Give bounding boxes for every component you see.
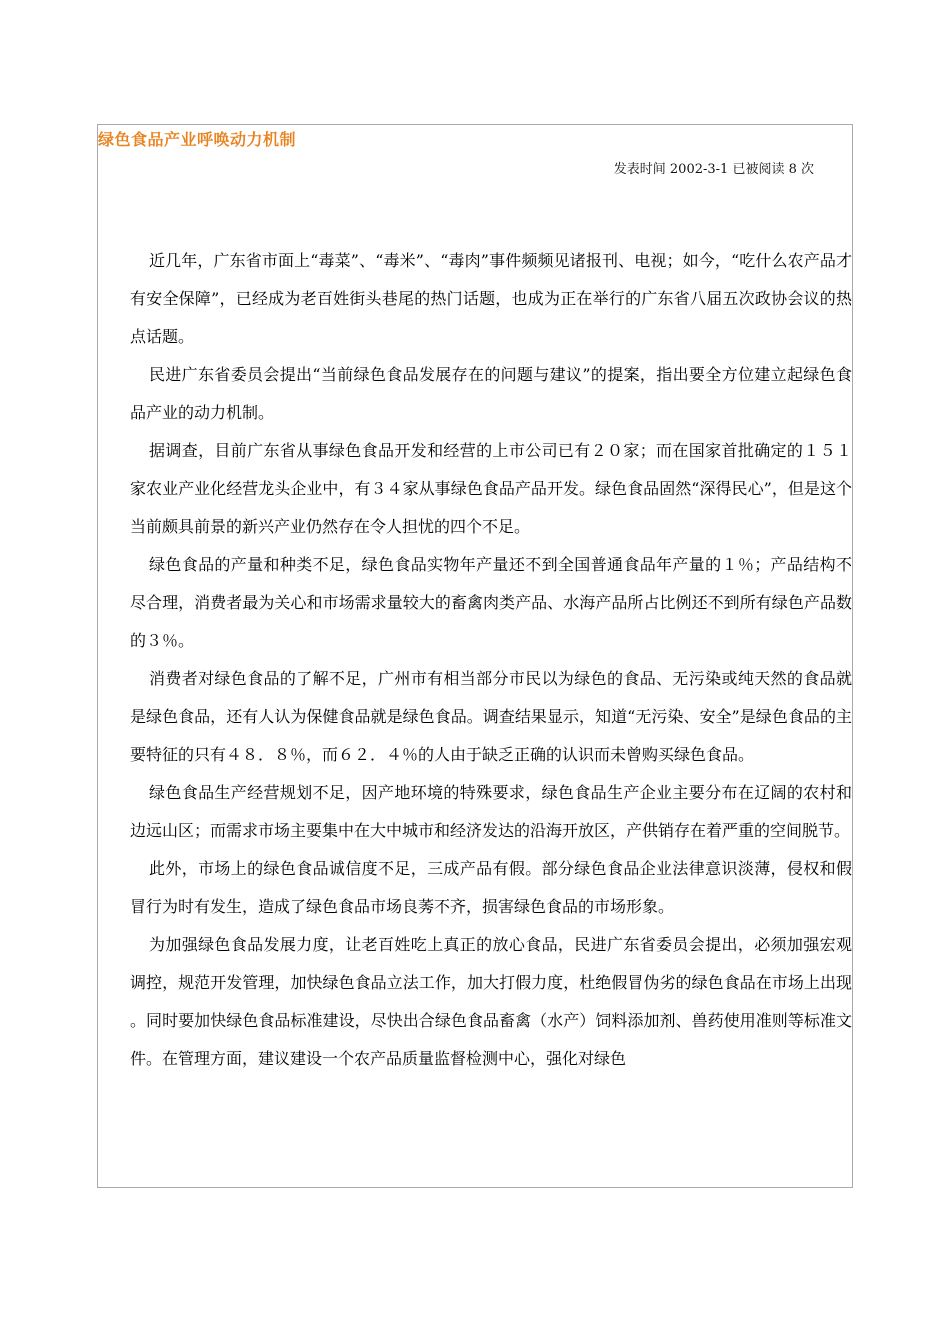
paragraph: 绿色食品的产量和种类不足，绿色食品实物年产量还不到全国普通食品年产量的１％；产品结构不尽合理，消费者最为关心和市场需求量较大的畜禽肉类产品、水海产品所占比例还不到所有绿色产品数的３％。 [130, 555, 852, 650]
paragraph: 据调查，目前广东省从事绿色食品开发和经营的上市公司已有２０家；而在国家首批确定的１５１家农业产业化经营龙头企业中，有３４家从事绿色食品产品开发。绿色食品固然“深得民心”，但是这个当前颇具前景的新兴产业仍然存在令人担忧的四个不足。 [130, 441, 852, 536]
article-title: 绿色食品产业呼唤动力机制 [98, 130, 297, 149]
paragraph: 为加强绿色食品发展力度，让老百姓吃上真正的放心食品，民进广东省委员会提出，必须加强宏观调控，规范开发管理，加快绿色食品立法工作，加大打假力度，杜绝假冒伪劣的绿色食品在市场上出现。同时要加快绿色食品标准建设，尽快出合绿色食品畜禽（水产）饲料添加剂、兽药使用准则等标准文件。在管理方面，建议建设一个农产品质量监督检测中心，强化对绿色 [130, 935, 852, 1068]
article-meta: 发表时间 2002-3-1 已被阅读 8 次 [613, 162, 814, 177]
paragraph: 此外，市场上的绿色食品诚信度不足，三成产品有假。部分绿色食品企业法律意识淡薄，侵权和假冒行为时有发生，造成了绿色食品市场良莠不齐，损害绿色食品的市场形象。 [130, 859, 852, 916]
paragraph: 消费者对绿色食品的了解不足，广州市有相当部分市民以为绿色的食品、无污染或纯天然的食品就是绿色食品，还有人认为保健食品就是绿色食品。调查结果显示，知道“无污染、安全”是绿色食品的主要特征的只有４８．８％，而６２．４％的人由于缺乏正确的认识而未曾购买绿色食品。 [130, 669, 852, 764]
paragraph: 近几年，广东省市面上“毒菜”、“毒米”、“毒肉”事件频频见诸报刊、电视；如今，“吃什么农产品才有安全保障”，已经成为老百姓街头巷尾的热门话题，也成为正在举行的广东省八届五次政协会议的热点话题。 [130, 251, 852, 346]
article-frame [97, 124, 853, 1188]
article-body [130, 242, 852, 1078]
paragraph: 绿色食品生产经营规划不足，因产地环境的特殊要求，绿色食品生产企业主要分布在辽阔的农村和边远山区；而需求市场主要集中在大中城市和经济发达的沿海开放区，产供销存在着严重的空间脱节。 [130, 783, 852, 840]
paragraph: 民进广东省委员会提出“当前绿色食品发展存在的问题与建议”的提案，指出要全方位建立起绿色食品产业的动力机制。 [130, 365, 852, 422]
